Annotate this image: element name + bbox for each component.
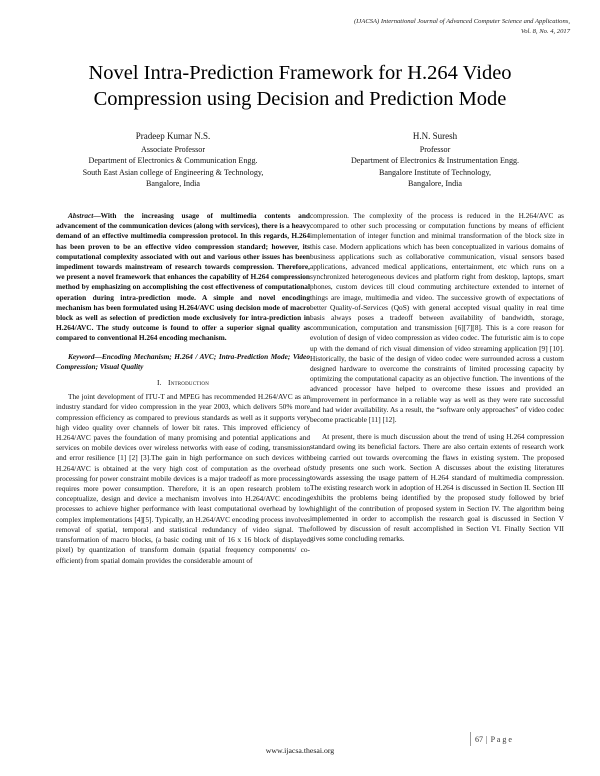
footer-url: www.ijacsa.thesai.org — [265, 746, 335, 755]
author-block-2 — [300, 131, 570, 189]
author-city: Bangalore, India — [146, 178, 200, 188]
right-column — [310, 211, 564, 552]
abstract — [56, 211, 310, 344]
abstract-lead: Abstract — [68, 211, 94, 220]
author-role: Professor — [419, 145, 451, 155]
page-number-divider — [470, 732, 471, 746]
author-role: Associate Professor — [140, 145, 206, 155]
page-number-value: 67 — [475, 735, 483, 744]
paper-title-line2: Compression using Decision and Prediction Mode — [93, 88, 507, 110]
abstract-text: —With the increasing usage of multimedia contents and advancement of the communication devices (along with services), there is a heavy demand of an effective multimedia compression protocol. In this regards, H.264 has been proven to be an effective video compression standard; however, its computational complexity associated with out and various other issues has been impediment towards mainstream of research towards compression. Therefore, we present a novel framework that enhances the capability of H.264 compression method by emphasizing on accomplishing the cost effectiveness of computational operation during intra-prediction mode. A simple and novel encoding mechanism has been formulated using H.264/AVC using decision mode of macro block as well as selection of prediction mode exclusively for intra-prediction in H.264/AVC. The study outcome is found to offer a superior signal quality as compared to conventional H.264 encoding mechanism. — [56, 211, 311, 343]
intro-paragraph-3: At present, there is much discussion about the trend of using H.264 compression standard owing its beneficial factors. There are also certain extents of research work being carried out towards overcoming the flaws in existing system. The proposed study presents one such work. Section A discusses about the existing literatures towards assessing the usage pattern of H.264 standard of multimedia compression. The existing research work in adoption of H.264 is discussed in Section II. Section III exhibits the problems being identified by the proposed study followed by brief highlight of the contribution of proposed system in Section IV. The algorithm being implemented in order to accomplish the research goal is discussed in Section V followed by discussion of result accomplished in Section VI. Finally Section VII gives some concluding remarks. — [310, 432, 564, 544]
journal-header-line2: Vol. 8, No. 4, 2017 — [520, 28, 570, 35]
section-title: Introduction — [168, 378, 210, 388]
author-department: Department of Electronics & Communication Engg. — [88, 156, 258, 166]
left-column — [56, 211, 310, 573]
author-institution: Bangalore Institute of Technology, — [378, 167, 492, 177]
section-heading-introduction — [56, 378, 310, 388]
author-institution: South East Asian college of Engineering & Technology, — [82, 167, 264, 177]
author-city: Bangalore, India — [408, 178, 462, 188]
keywords: Keyword—Encoding Mechanism; H.264 / AVC; Intra-Prediction Mode; Video Compression; Visual Quality — [56, 351, 310, 371]
author-name: H.N. Suresh — [412, 131, 458, 141]
journal-header-line1: (IJACSA) International Journal of Advanced Computer Science and Applications, — [353, 18, 570, 25]
paper-title — [30, 60, 570, 112]
intro-paragraph-2: compression. The complexity of the process is reduced in the H.264/AVC as compared to other such processing or computation functions by means of efficient implementation of integer function and minimal transformation of the block size in this case. Modern applications which has been conceptualized in various domains of business applications such as collaborative communication, visual sensors based applications, advanced medical applications, entertainment, etc which runs on a synchronized heterogeneous devices and platform right from desktop, laptops, smart phones, custom devices till cloud commuting architecture extended to internet of things are image, multimedia and video. The successive growth of expectations of better Quality-of-Services (QoS) with general accepted visual quality in real time basis always poses a tradeoff between availability of bandwidth, storage, communication, computation and transmission [6][7][8]. This is a core reason for evolution of design of video compression as video codec. The futuristic aim is to cope up with the demand of rich visual dimension of video streaming application [9] [10]. Historically, the basic of the design of video codec were surrounded across a custom designed hardware to overcome the constraints of limited processing capacity by optimizing the computational capacity as an objective function. The inventions of the advanced processor have helped to overcome these issues and provided an improvement in performance in a reliable way as well as they were rate successful and had wider availability. As a result, the “software only approaches” of video codec become practicable [11] [12]. — [310, 211, 564, 425]
section-number: I. — [156, 378, 162, 388]
page-label: P a g e — [490, 735, 512, 744]
journal-header — [210, 17, 570, 37]
intro-paragraph-1: The joint development of ITU-T and MPEG has recommended H.264/AVC as an industry standard for video compression in the year 2003, which delivers 50% more compression efficiency as compared to previous standards as well as it supports very high video quality over channels of lower bit rates. This improved efficiency of H.264/AVC paves the foundation of many promising and potential applications and services on mobile devices over wireless networks with ease of coding, transmission and error resilience [1] [2] [3].The gain in high performance on such devices with H.264/AVC is obtained at the very high cost of computation as the overhead of processing for power constraint mobile devices is a major tradeoff as more processing requires more power consumption. Therefore, it is an open research problem to conceptualize, design and device a mechanism involves into H.264/AVC encoding processes to achieve higher performance with least computational overhead by low complex implementations [4][5]. Typically, an H.264/AVC encoding process involves removal of spatial, temporal and statistical redundancy of video signal. The transformation of macro blocks, (a basic coding unit of 16 x 16 block of displayed pixel) by quantization of transform domain (spatial frequency components/ co-efficient) from spatial domain provides the considerable amount of — [56, 392, 310, 565]
paper-title-line1: Novel Intra-Prediction Framework for H.264 Video — [88, 62, 512, 84]
author-department: Department of Electronics & Instrumentation Engg. — [350, 156, 520, 166]
page-number: 67 | P a g e — [475, 735, 512, 744]
author-name: Pradeep Kumar N.S. — [135, 131, 211, 141]
author-block-1 — [38, 131, 308, 189]
